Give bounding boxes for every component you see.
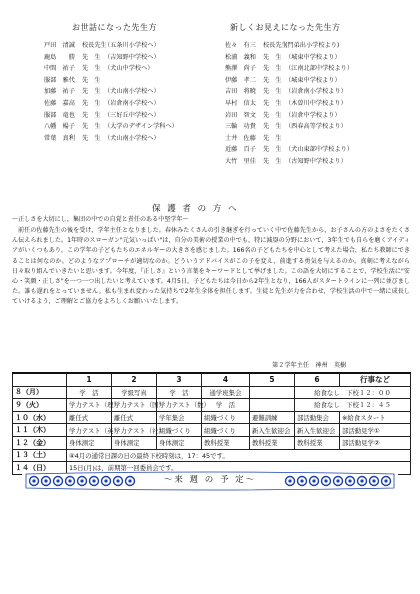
staff-row <box>225 133 410 145</box>
staff-row <box>44 86 219 98</box>
period-cell: 身体測定 <box>67 436 112 449</box>
header-blank <box>13 373 67 386</box>
staff-note <box>104 75 219 87</box>
staff-name: 土井 佐藤 <box>225 134 256 142</box>
period-header: 2 <box>112 373 157 386</box>
staff-role: 校長先生 <box>263 42 288 49</box>
staff-note: （犬山東部中学校より） <box>285 146 354 154</box>
staff-note: （岩倉中学校より） <box>285 111 341 119</box>
staff-role: 先 生 <box>263 76 282 84</box>
staff-role: 先 生 <box>263 146 282 154</box>
staff-name: 吉田 将暁 <box>225 88 256 96</box>
event-cell: 部活動見学② <box>340 436 411 449</box>
staff-name: 中間 祐子 <box>44 65 75 73</box>
staff-row <box>44 75 219 87</box>
staff-role: 先 生 <box>263 99 282 107</box>
period-cell: 教科授業 <box>295 436 340 449</box>
staff-name: 熊澤 尚子 <box>225 65 256 73</box>
period-cell <box>250 399 295 412</box>
period-cell: 新入生歓迎会 <box>250 424 295 437</box>
staff-row <box>44 40 219 52</box>
staff-role: 先 生 <box>82 134 101 142</box>
period-cell: 組織づくり <box>157 424 202 437</box>
staff-note: （五条川小学校へ） <box>104 42 160 49</box>
guardian-section-title: 保 護 者 の 方 へ <box>152 204 239 214</box>
period-cell: 離任式 <box>112 411 157 424</box>
period-cell: 学級写真 <box>112 386 157 399</box>
staff-note: （犬山中学校へ） <box>104 65 154 73</box>
period-cell: 身体測定 <box>112 436 157 449</box>
staff-note: （犬山南小学校へ） <box>104 134 160 142</box>
signature: 第２学年主任 神州 英樹 <box>272 362 347 369</box>
schedule-row <box>13 411 411 424</box>
note-cell: ④4月の通常日課の日の最終下校時刻は，17：45です。 <box>67 449 411 462</box>
staff-name: 八幡 楊子 <box>44 123 75 131</box>
period-cell <box>250 386 295 399</box>
staff-note: （三好丘中学校へ） <box>104 111 160 119</box>
events-header: 行事など <box>340 373 411 386</box>
staff-row <box>44 133 219 145</box>
staff-role: 先 生 <box>263 65 282 73</box>
staff-note: （大学のデザイン学科へ） <box>104 123 178 131</box>
period-header: 5 <box>250 373 295 386</box>
staff-note: （木曽川中学校より） <box>285 99 347 107</box>
staff-row <box>225 156 410 168</box>
staff-note: （吉知野中学校へ） <box>104 53 160 61</box>
staff-row <box>225 52 410 64</box>
period-cell: 学力テスト（英） <box>67 424 112 437</box>
staff-role: 先 生 <box>82 99 101 107</box>
day-cell: １１（木） <box>13 424 67 437</box>
staff-name: 服部 竜也 <box>44 111 75 119</box>
day-cell: ８（月） <box>13 386 67 399</box>
weekly-schedule-table <box>12 372 411 475</box>
departing-teachers-title: お世話になった先生方 <box>72 23 157 32</box>
staff-note: （岩倉南小学校より） <box>285 88 347 96</box>
period-cell: 教科授業 <box>202 436 250 449</box>
staff-name: 近藤 百子 <box>225 146 256 154</box>
period-cell: 学力テスト（国） <box>112 399 157 412</box>
staff-row <box>225 40 410 52</box>
staff-note: （岩倉南小学校へ） <box>104 99 160 107</box>
staff-row <box>225 144 410 156</box>
staff-name: 大竹 里佳 <box>225 157 256 165</box>
staff-note: （犬山南小学校へ） <box>104 88 160 96</box>
period-cell: 学力テスト（数） <box>157 399 202 412</box>
departing-teachers-list <box>44 40 219 144</box>
staff-row <box>44 63 219 75</box>
staff-role: 校長先生 <box>82 42 107 49</box>
staff-note: （城東中学校より） <box>285 53 341 61</box>
staff-row <box>225 110 410 122</box>
event-cell: ※給食スタート <box>340 411 411 424</box>
staff-name: 三輪 功貴 <box>225 123 256 131</box>
staff-role: 先 生 <box>263 111 282 119</box>
staff-row <box>44 52 219 64</box>
staff-role: 先 生 <box>263 157 282 165</box>
staff-row <box>44 121 219 133</box>
new-teachers-title: 新しくお見えになった先生方 <box>230 23 341 32</box>
period-cell: 組織づくり <box>202 424 250 437</box>
event-cell: 給食なし 下校１２：４５ <box>295 399 411 412</box>
staff-note: （城東中学校より） <box>285 76 341 84</box>
staff-row <box>225 63 410 75</box>
staff-name: 松浦 義和 <box>225 53 256 61</box>
period-cell: 学力テスト（理） <box>67 399 112 412</box>
staff-name: 加藤 祐子 <box>44 88 75 96</box>
staff-role: 先 生 <box>82 53 101 61</box>
staff-name: 早村 信太 <box>225 99 256 107</box>
staff-row <box>225 86 410 98</box>
period-header: 6 <box>295 373 340 386</box>
period-cell: 部活動集会 <box>295 411 340 424</box>
staff-role: 先 生 <box>263 53 282 61</box>
day-cell: １０（水） <box>13 411 67 424</box>
staff-name: 佐藤 嘉高 <box>44 99 75 107</box>
day-cell: １３（土） <box>13 449 67 462</box>
guardian-heading: ～正しさを大切にし，集団の中での自覚と責任のある中堅学年～ <box>12 216 189 223</box>
note-cell: 15日(月)は，前期第一回委員会です。 <box>67 462 411 475</box>
staff-row <box>44 110 219 122</box>
staff-role: 先 生 <box>82 76 101 84</box>
schedule-header-row <box>13 373 411 386</box>
staff-role: 先 生 <box>263 88 282 96</box>
schedule-row <box>13 399 411 412</box>
schedule-row <box>13 386 411 399</box>
period-cell: 学年集会 <box>157 411 202 424</box>
staff-row <box>225 75 410 87</box>
staff-role: 先 生 <box>82 123 101 131</box>
period-cell: 離任式 <box>67 411 112 424</box>
staff-row <box>225 121 410 133</box>
period-header: 4 <box>202 373 250 386</box>
schedule-row <box>13 449 411 462</box>
staff-role: 先 生 <box>82 88 101 96</box>
staff-note <box>285 133 410 145</box>
period-cell: 組織づくり <box>202 411 250 424</box>
event-cell: 部活動見学① <box>340 424 411 437</box>
staff-role: 先 生 <box>263 123 282 131</box>
period-cell: 身体測定 <box>157 436 202 449</box>
period-cell: 学 活 <box>67 386 112 399</box>
period-cell: 教科授業 <box>250 436 295 449</box>
guardian-message: 前任の佐藤先生の後を受け，学年主任となりました。春休みたくさんの引き継ぎを行っていく中で佐藤先生から，お子さんの方のよさをたくさん伝えられました。1年時のスローガン"元気いっぱい"は，自分の美術の授業の中でも，特に減塁の分野において，3年生でも自らを磨くアイディアがいくつもあり，この学年の子どもたちのエネルギーの大きさを感じました。166名の子どもたちを中心として考えた場合，私たち教師にできることは何なのか。どのようなアプローチが適切なのか。どういうアドバイスがこの子を変え，前進する勇気を与えるのか。真剣に考えながら日々取り組んでいきたいと思います。今年度，『正しさ』という言葉をキーワードとして挙げました。この語を大切にすることで，学校生活に"安心・笑顔・正しさ"を一つ一つ出したいと考えています。4月5日，子どもたちは今日から2年生となり，166人がスタートラインに一列に並びました。誰も遅れをとっていません。私も生まれ変わった気持ちで2年生全体を担任します。生徒と先生が力を合わせ，学校生活の中で一緒に成長していけるよう，ご理解とご協力をよろしくお願いいたします。 <box>12 227 410 306</box>
staff-name: 常葉 真利 <box>44 134 75 142</box>
staff-name: 服部 雅代 <box>44 76 75 84</box>
staff-note: （古知野中学校より） <box>285 157 347 165</box>
period-header: 3 <box>157 373 202 386</box>
day-cell: ９（火） <box>13 399 67 412</box>
staff-role: 先 生 <box>82 65 101 73</box>
day-cell: １２（金） <box>13 436 67 449</box>
next-week-banner-text: ～来 週 の 予 定～ <box>163 475 257 485</box>
period-cell: 新入生歓迎会 <box>295 424 340 437</box>
staff-name: 佐々 有三 <box>225 42 256 49</box>
schedule-row <box>13 436 411 449</box>
event-cell: 給食なし 下校１２：００ <box>295 386 411 399</box>
staff-note: （江南北部中学校より） <box>285 65 354 73</box>
period-cell: 通学班集会 <box>202 386 250 399</box>
day-cell: １４（日） <box>13 462 67 475</box>
staff-row <box>225 98 410 110</box>
staff-row <box>44 98 219 110</box>
period-header: 1 <box>67 373 112 386</box>
new-teachers-list <box>225 40 410 168</box>
period-cell: 避難訓練 <box>250 411 295 424</box>
period-cell: 学力テスト（社） <box>112 424 157 437</box>
period-cell: 学 活 <box>202 399 250 412</box>
staff-name: 戸田 清誠 <box>44 42 75 49</box>
staff-role: 先 生 <box>82 111 101 119</box>
schedule-row <box>13 424 411 437</box>
staff-name: 伊藤 孝二 <box>225 76 256 84</box>
staff-name: 岩田 智文 <box>225 111 256 119</box>
staff-name: 鹿島 勝 <box>44 53 75 61</box>
staff-note: (門弟出小学校より) <box>285 42 340 49</box>
staff-note: （西春高等学校より） <box>285 123 347 131</box>
period-cell: 学 活 <box>157 386 202 399</box>
staff-role: 先 生 <box>263 134 282 142</box>
